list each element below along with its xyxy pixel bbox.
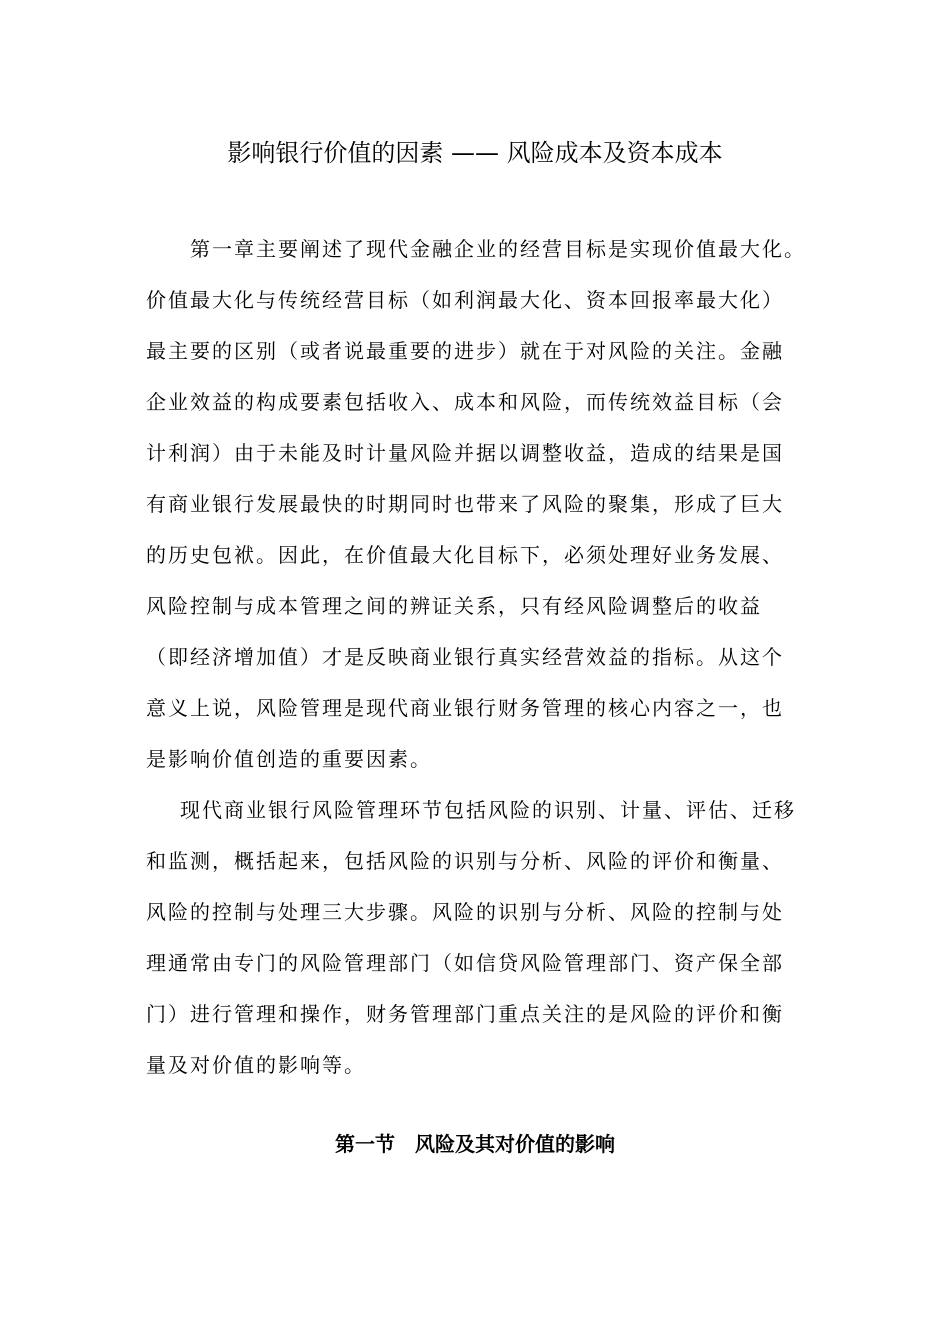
paragraph-line: 门）进行管理和操作，财务管理部门重点关注的是风险的评价和衡 bbox=[146, 1002, 784, 1026]
paragraph-line: 计利润）由于未能及时计量风险并据以调整收益，造成的结果是国 bbox=[146, 441, 784, 465]
paragraph-line: 风险控制与成本管理之间的辨证关系，只有经风险调整后的收益 bbox=[146, 594, 762, 618]
paragraph-line: 第一章主要阐述了现代金融企业的经营目标是实现价值最大化。 bbox=[190, 237, 806, 261]
section-heading: 第一节 风险及其对价值的影响 bbox=[335, 1132, 615, 1156]
paragraph-line: 现代商业银行风险管理环节包括风险的识别、计量、评估、迁移 bbox=[180, 798, 796, 822]
paragraph-line: （即经济增加值）才是反映商业银行真实经营效益的指标。从这个 bbox=[146, 645, 784, 669]
paragraph-line: 量及对价值的影响等。 bbox=[146, 1053, 366, 1077]
paragraph-line: 和监测，概括起来，包括风险的识别与分析、风险的评价和衡量、 bbox=[146, 849, 784, 873]
paragraph-line: 理通常由专门的风险管理部门（如信贷风险管理部门、资产保全部 bbox=[146, 951, 784, 975]
paragraph-line: 的历史包袱。因此，在价值最大化目标下，必须处理好业务发展、 bbox=[146, 543, 784, 567]
paragraph-line: 企业效益的构成要素包括收入、成本和风险，而传统效益目标（会 bbox=[146, 390, 784, 414]
paragraph-line: 有商业银行发展最快的时期同时也带来了风险的聚集，形成了巨大 bbox=[146, 492, 784, 516]
paragraph-1 bbox=[146, 224, 826, 785]
paragraph-line: 意义上说，风险管理是现代商业银行财务管理的核心内容之一，也 bbox=[146, 696, 784, 720]
document-title: 影响银行价值的因素 —— 风险成本及资本成本 bbox=[227, 139, 723, 167]
paragraph-line: 是影响价值创造的重要因素。 bbox=[146, 747, 432, 771]
paragraph-line: 风险的控制与处理三大步骤。风险的识别与分析、风险的控制与处 bbox=[146, 900, 784, 924]
paragraph-line: 价值最大化与传统经营目标（如利润最大化、资本回报率最大化） bbox=[146, 288, 784, 312]
paragraph-2 bbox=[146, 785, 826, 1091]
paragraph-line: 最主要的区别（或者说最重要的进步）就在于对风险的关注。金融 bbox=[146, 339, 784, 363]
body-text bbox=[146, 224, 826, 1091]
